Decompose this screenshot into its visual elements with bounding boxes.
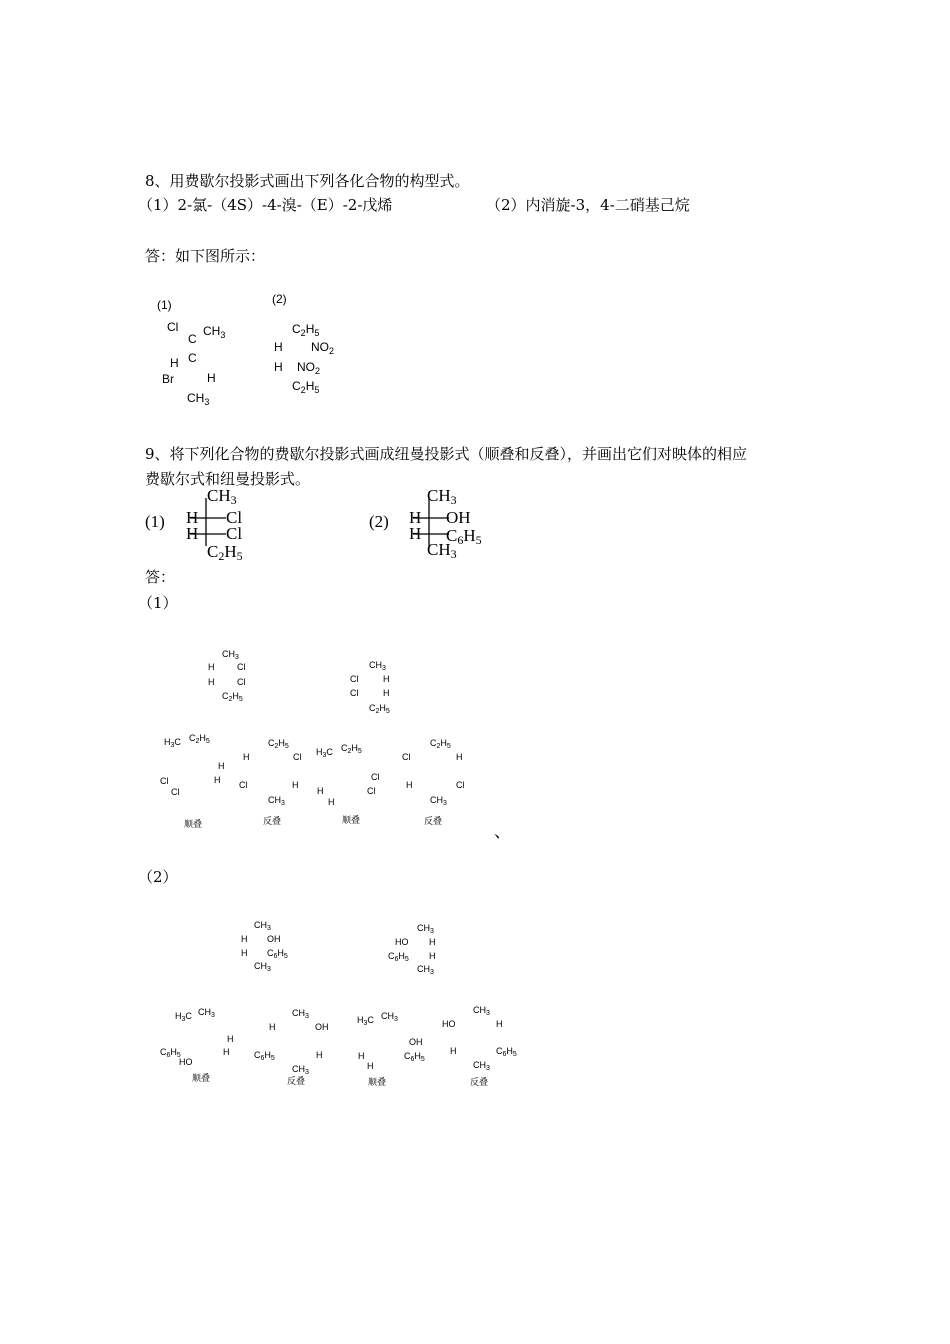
atom-cl: Cl <box>456 780 465 790</box>
atom-h: H <box>241 934 248 944</box>
atom-h: H <box>208 677 215 687</box>
q8-question: 8、用费歇尔投影式画出下列各化合物的构型式。 <box>145 172 470 190</box>
group-ch3: $CH_3$ <box>473 1060 490 1072</box>
group-c6h5: $C_6H_5$ <box>254 1050 275 1062</box>
atom-br: Br <box>162 372 174 386</box>
atom-c: C <box>188 351 197 365</box>
atom-h: H <box>367 1061 374 1071</box>
group-ch3: $CH_3$ <box>430 795 447 807</box>
group-c6h5: $C_6H_5$ <box>446 526 482 547</box>
atom-h: H <box>383 688 390 698</box>
group-h3c: $H_3C$ <box>175 1011 192 1023</box>
group-c6h5: $C_6H_5$ <box>267 948 288 960</box>
caption-eclipsed: 顺叠 <box>184 820 203 830</box>
atom-h: H <box>208 662 215 672</box>
figure-label: (1) <box>157 298 172 312</box>
atom-h: H <box>406 780 413 790</box>
atom-h: H <box>328 797 335 807</box>
figure-label: (2) <box>369 512 389 531</box>
atom-cl: Cl <box>171 787 180 797</box>
group-c6h5: $C_6H_5$ <box>160 1047 181 1059</box>
caption-eclipsed: 顺叠 <box>192 1074 211 1084</box>
group-ch3: $CH_3$ <box>187 391 210 407</box>
group-oh: OH <box>267 934 281 944</box>
atom-cl: Cl <box>237 662 246 672</box>
atom-h: H <box>274 360 283 374</box>
group-h3c: $H_3C$ <box>164 737 181 749</box>
atom-cl: Cl <box>239 780 248 790</box>
atom-cl: Cl <box>402 752 411 762</box>
group-oh: OH <box>446 508 471 527</box>
atom-h: H <box>218 761 225 771</box>
group-c2h5: $C_2H_5$ <box>189 733 210 745</box>
group-ch3: $CH_3$ <box>254 961 271 973</box>
atom-h: H <box>409 524 422 543</box>
caption-staggered: 反叠 <box>470 1078 489 1088</box>
atom-cl: Cl <box>350 688 359 698</box>
group-ch3: $CH_3$ <box>369 660 386 672</box>
group-ch3: $CH_3$ <box>254 920 271 932</box>
atom-cl: Cl <box>293 752 302 762</box>
figure-label: (2) <box>272 292 287 306</box>
group-c2h5: $C_2H_5$ <box>369 703 390 715</box>
atom-c: C <box>188 332 197 346</box>
group-ch3: $CH_3$ <box>473 1005 490 1017</box>
caption-eclipsed: 顺叠 <box>368 1078 387 1088</box>
group-c2h5: $C_2H_5$ <box>207 542 243 563</box>
atom-h: H <box>383 674 390 684</box>
q9-question-line-2: 费歇尔式和纽曼投影式。 <box>145 470 311 488</box>
atom-cl: Cl <box>226 524 243 543</box>
atom-h: H <box>450 1046 457 1056</box>
q9-part-2: （2） <box>138 868 178 886</box>
group-h3c: $H_3C$ <box>357 1015 374 1027</box>
atom-cl: Cl <box>350 674 359 684</box>
atom-h: H <box>241 948 248 958</box>
group-ho: HO <box>442 1019 456 1029</box>
atom-h: H <box>223 1047 230 1057</box>
group-ch3: $CH_3$ <box>203 324 226 340</box>
atom-h: H <box>429 937 436 947</box>
group-c2h5: $C_2H_5$ <box>292 322 320 338</box>
caption-staggered: 反叠 <box>287 1077 306 1087</box>
group-oh: OH <box>409 1037 423 1047</box>
atom-h: H <box>409 508 422 527</box>
group-ch3: $CH_3$ <box>417 964 434 976</box>
atom-cl: Cl <box>160 776 169 786</box>
group-h3c: $H_3C$ <box>316 747 333 759</box>
group-ch3: $CH_3$ <box>222 649 239 661</box>
atom-h: H <box>243 752 250 762</box>
atom-h: H <box>456 752 463 762</box>
group-ch3: $CH_3$ <box>292 1064 309 1076</box>
q8-answer: 答：如下图所示： <box>145 247 266 265</box>
group-c2h5: $C_2H_5$ <box>268 738 289 750</box>
atom-h: H <box>227 1034 234 1044</box>
group-ch3: $CH_3$ <box>417 923 434 935</box>
group-c6h5: $C_6H_5$ <box>404 1051 425 1063</box>
group-ch3: $CH_3$ <box>198 1007 215 1019</box>
caption-staggered: 反叠 <box>263 817 282 827</box>
atom-h: H <box>316 1050 323 1060</box>
atom-cl: Cl <box>226 508 243 527</box>
atom-h: H <box>170 356 179 370</box>
q9-answer: 答： <box>145 568 176 586</box>
group-ch3: $CH_3$ <box>207 486 237 507</box>
atom-h: H <box>317 786 324 796</box>
atom-h: H <box>186 508 199 527</box>
atom-cl: Cl <box>167 320 179 334</box>
group-ch3: $CH_3$ <box>381 1011 398 1023</box>
q8-item-1: （1）2-氯-（4S）-4-溴-（E）-2-戊烯 <box>138 196 393 214</box>
atom-h: H <box>186 524 199 543</box>
atom-h: H <box>214 775 221 785</box>
atom-cl: Cl <box>237 677 246 687</box>
group-ho: HO <box>395 937 409 947</box>
group-ch3: $CH_3$ <box>427 540 457 561</box>
atom-h: H <box>429 951 436 961</box>
group-c2h5: $C_2H_5$ <box>430 738 451 750</box>
group-c2h5: $C_2H_5$ <box>222 691 243 703</box>
atom-cl: Cl <box>367 786 376 796</box>
group-ch3: $CH_3$ <box>427 486 457 507</box>
q9-question-line-1: 9、将下列化合物的费歇尔投影式画成纽曼投影式（顺叠和反叠），并画出它们对映体的相应 <box>145 445 748 463</box>
atom-h: H <box>496 1019 503 1029</box>
atom-h: H <box>358 1051 365 1061</box>
group-oh: OH <box>315 1022 329 1032</box>
group-c2h5: $C_2H_5$ <box>292 379 320 395</box>
figure-label: (1) <box>145 512 165 531</box>
atom-h: H <box>274 340 283 354</box>
group-ho: HO <box>179 1057 193 1067</box>
atom-cl: Cl <box>371 772 380 782</box>
caption-eclipsed: 顺叠 <box>342 816 361 826</box>
q9-part-1: （1） <box>138 594 178 612</box>
q8-item-2: （2）内消旋-3，4-二硝基己烷 <box>486 196 690 214</box>
group-c6h5: $C_6H_5$ <box>388 951 409 963</box>
group-c2h5: $C_2H_5$ <box>341 743 362 755</box>
stray-mark: 、 <box>494 822 511 841</box>
group-ch3: $CH_3$ <box>292 1008 309 1020</box>
caption-staggered: 反叠 <box>424 817 443 827</box>
group-ch3: $CH_3$ <box>268 795 285 807</box>
group-c6h5: $C_6H_5$ <box>496 1046 517 1058</box>
atom-h: H <box>292 780 299 790</box>
atom-h: H <box>269 1022 276 1032</box>
group-no2: $NO_2$ <box>311 340 335 356</box>
group-no2: $NO_2$ <box>297 360 321 376</box>
atom-h: H <box>207 371 216 385</box>
